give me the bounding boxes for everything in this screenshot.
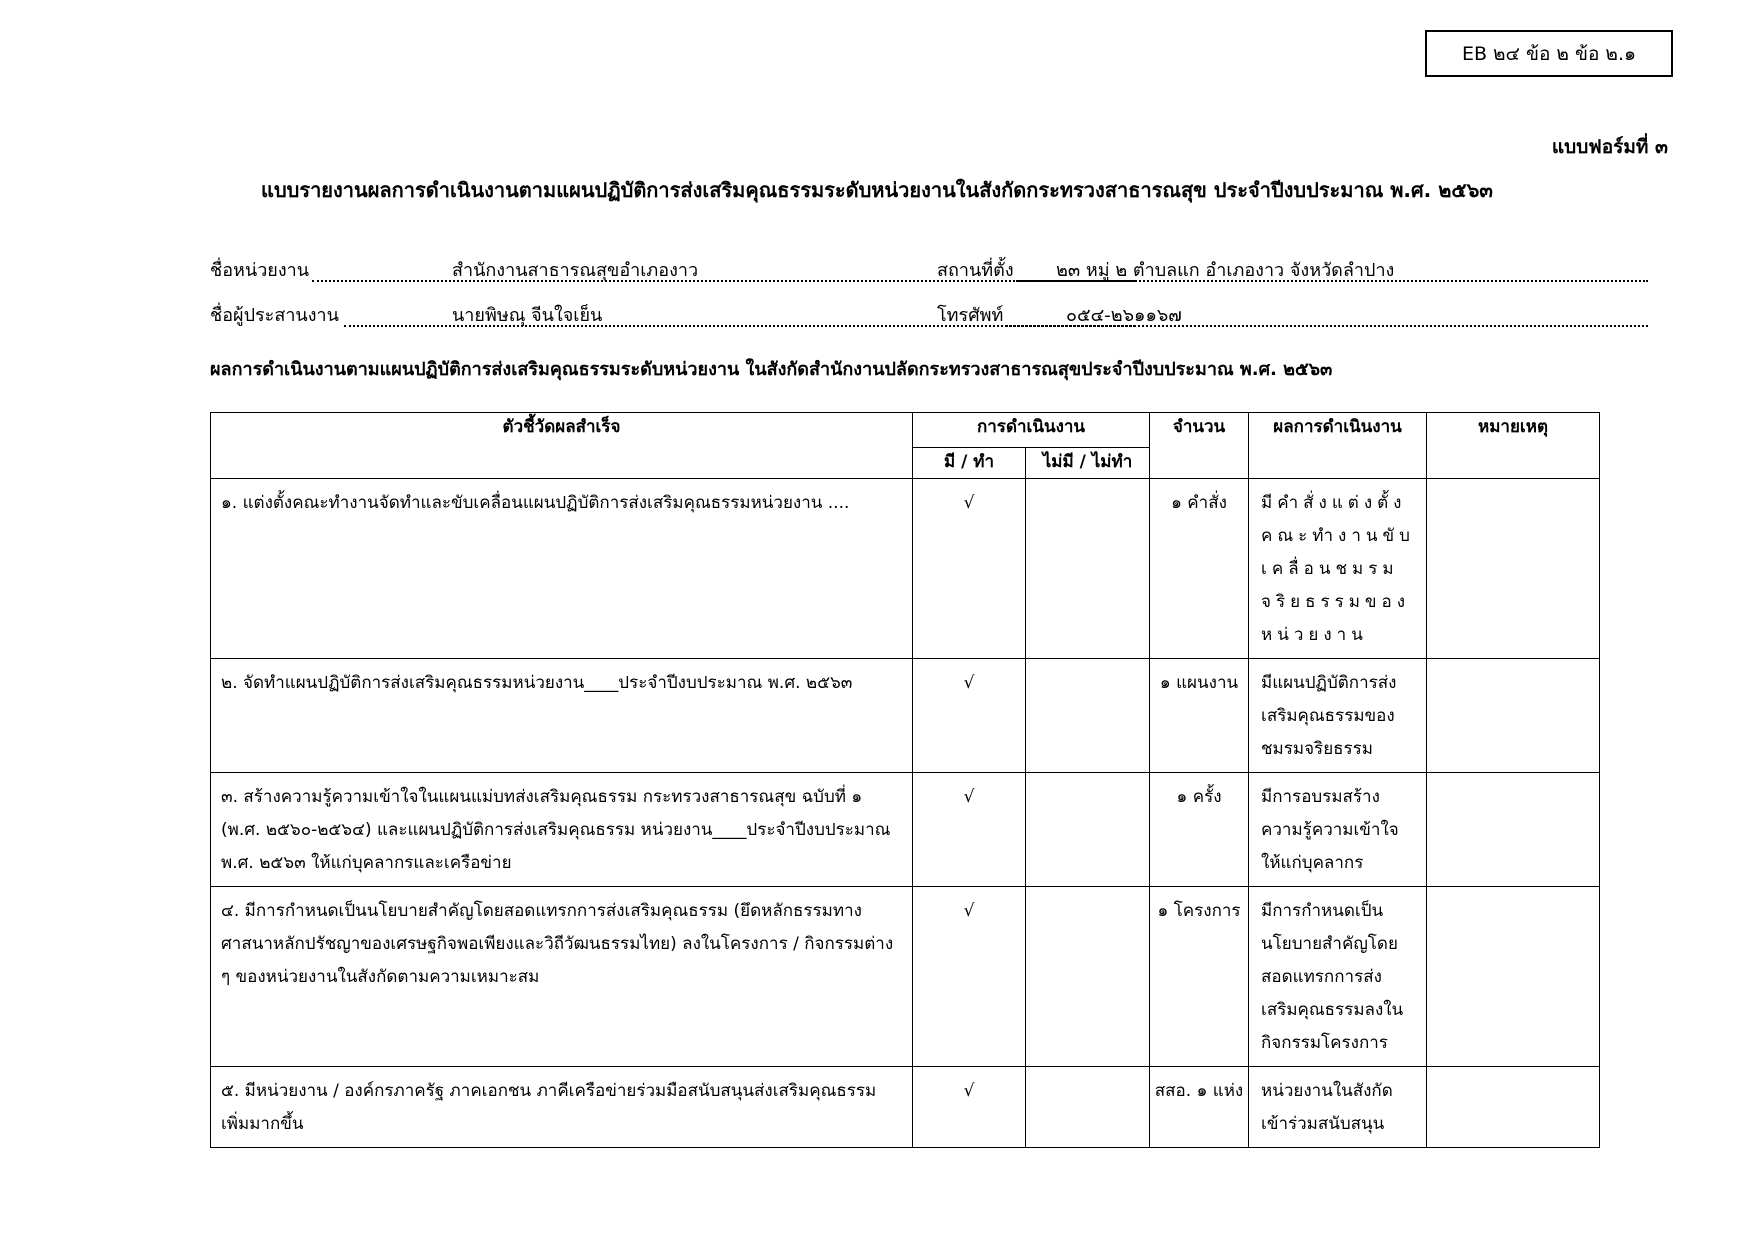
remark-cell[interactable] <box>1427 1067 1600 1148</box>
amount-cell: สสอ. ๑ แห่ง <box>1150 1067 1249 1148</box>
coordinator-value[interactable]: นายพิษณุ จีนใจเย็น <box>452 305 603 326</box>
done-check[interactable]: √ <box>913 659 1026 773</box>
remark-cell[interactable] <box>1427 773 1600 887</box>
form-number: แบบฟอร์มที่ ๓ <box>1551 136 1668 158</box>
not-done-cell[interactable] <box>1026 479 1150 659</box>
table-row <box>211 773 1600 887</box>
done-check[interactable]: √ <box>913 887 1026 1067</box>
location-label: สถานที่ตั้ง <box>937 260 1014 281</box>
done-check[interactable]: √ <box>913 773 1026 887</box>
amount-cell: ๑ คำสั่ง <box>1150 479 1249 659</box>
header-indicator: ตัวชี้วัดผลสำเร็จ <box>211 413 913 479</box>
header-result: ผลการดำเนินงาน <box>1249 413 1427 479</box>
header-operation: การดำเนินงาน <box>913 413 1150 448</box>
remark-cell[interactable] <box>1427 479 1600 659</box>
done-check[interactable]: √ <box>913 1067 1026 1148</box>
result-cell: มีการกำหนดเป็นนโยบายสำคัญโดยสอดแทรกการส่งเสริมคุณธรรมลงในกิจกรรมโครงการ <box>1249 887 1427 1067</box>
remark-cell[interactable] <box>1427 887 1600 1067</box>
table-row <box>211 887 1600 1067</box>
indicator-cell: ๑. แต่งตั้งคณะทำงานจัดทำและขับเคลื่อนแผนปฏิบัติการส่งเสริมคุณธรรมหน่วยงาน .... <box>211 479 913 659</box>
amount-cell: ๑ โครงการ <box>1150 887 1249 1067</box>
amount-cell: ๑ ครั้ง <box>1150 773 1249 887</box>
reference-code: EB ๒๔ ข้อ ๒ ข้อ ๒.๑ <box>1461 42 1637 65</box>
reference-box <box>1425 30 1673 77</box>
phone-value[interactable]: ๐๕๔-๒๖๑๑๖๗ <box>1066 305 1182 326</box>
agency-label: ชื่อหน่วยงาน <box>210 260 310 281</box>
location-value[interactable]: ๒๓ หมู่ ๒ ตำบลแก อำเภองาว จังหวัดลำปาง <box>1056 260 1395 281</box>
table-row <box>211 479 1600 659</box>
not-done-cell[interactable] <box>1026 659 1150 773</box>
not-done-cell[interactable] <box>1026 887 1150 1067</box>
result-cell <box>1249 479 1427 659</box>
info-row-coordinator <box>210 301 1648 331</box>
header-done: มี / ทำ <box>913 448 1026 479</box>
result-cell: มีการอบรมสร้างความรู้ความเข้าใจให้แก่บุคลากร <box>1249 773 1427 887</box>
agency-value[interactable]: สำนักงานสาธารณสุขอำเภองาว <box>452 260 699 281</box>
indicator-cell: ๓. สร้างความรู้ความเข้าใจในแผนแม่บทส่งเสริมคุณธรรม กระทรวงสาธารณสุข ฉบับที่ ๑ (พ.ศ. ๒๕๖๐-๒๕๖๔) และแผนปฏิบัติการส่งเสริมคุณธรรม หน่วยงาน____ประจำปีงบประมาณ พ.ศ. ๒๕๖๓ ให้แก่บุคลากรและเครือข่าย <box>211 773 913 887</box>
kpi-table <box>210 412 1600 1148</box>
document-title: แบบรายงานผลการดำเนินงานตามแผนปฏิบัติการส่งเสริมคุณธรรมระดับหน่วยงานในสังกัดกระทรวงสาธารณสุข ประจำปีงบประมาณ พ.ศ. ๒๕๖๓ <box>261 178 1493 202</box>
coordinator-label: ชื่อผู้ประสานงาน <box>210 305 339 326</box>
result-heading: ผลการดำเนินงานตามแผนปฏิบัติการส่งเสริมคุณธรรมระดับหน่วยงาน ในสังกัดสำนักงานปลัดกระทรวงสาธารณสุขประจำปีงบประมาณ พ.ศ. ๒๕๖๓ <box>210 359 1333 380</box>
table-row <box>211 1067 1600 1148</box>
not-done-cell[interactable] <box>1026 773 1150 887</box>
header-amount: จำนวน <box>1150 413 1249 479</box>
done-check[interactable]: √ <box>913 479 1026 659</box>
result-cell: มีแผนปฏิบัติการส่งเสริมคุณธรรมของชมรมจริยธรรม <box>1249 659 1427 773</box>
header-not-done: ไม่มี / ไม่ทำ <box>1026 448 1150 479</box>
indicator-cell: ๒. จัดทำแผนปฏิบัติการส่งเสริมคุณธรรมหน่วยงาน____ประจำปีงบประมาณ พ.ศ. ๒๕๖๓ <box>211 659 913 773</box>
table-row <box>211 659 1600 773</box>
indicator-cell: ๔. มีการกำหนดเป็นนโยบายสำคัญโดยสอดแทรกการส่งเสริมคุณธรรม (ยึดหลักธรรมทางศาสนาหลักปรัชญาของเศรษฐกิจพอเพียงและวิถีวัฒนธรรมไทย) ลงในโครงการ / กิจกรรมต่าง ๆ ของหน่วยงานในสังกัดตามความเหมาะสม <box>211 887 913 1067</box>
phone-label: โทรศัพท์ <box>937 305 1004 326</box>
info-row-agency <box>210 256 1648 286</box>
remark-cell[interactable] <box>1427 659 1600 773</box>
indicator-cell: ๕. มีหน่วยงาน / องค์กรภาครัฐ ภาคเอกชน ภาคีเครือข่ายร่วมมือสนับสนุนส่งเสริมคุณธรรมเพิ่มมากขึ้น <box>211 1067 913 1148</box>
result-text: มีคำสั่งแต่งตั้งคณะทำงานขับเคลื่อนชมรมจริยธรรมของหน่วยงาน <box>1261 493 1415 645</box>
result-cell: หน่วยงานในสังกัดเข้าร่วมสนับสนุน <box>1249 1067 1427 1148</box>
not-done-cell[interactable] <box>1026 1067 1150 1148</box>
amount-cell: ๑ แผนงาน <box>1150 659 1249 773</box>
header-remark: หมายเหตุ <box>1427 413 1600 479</box>
